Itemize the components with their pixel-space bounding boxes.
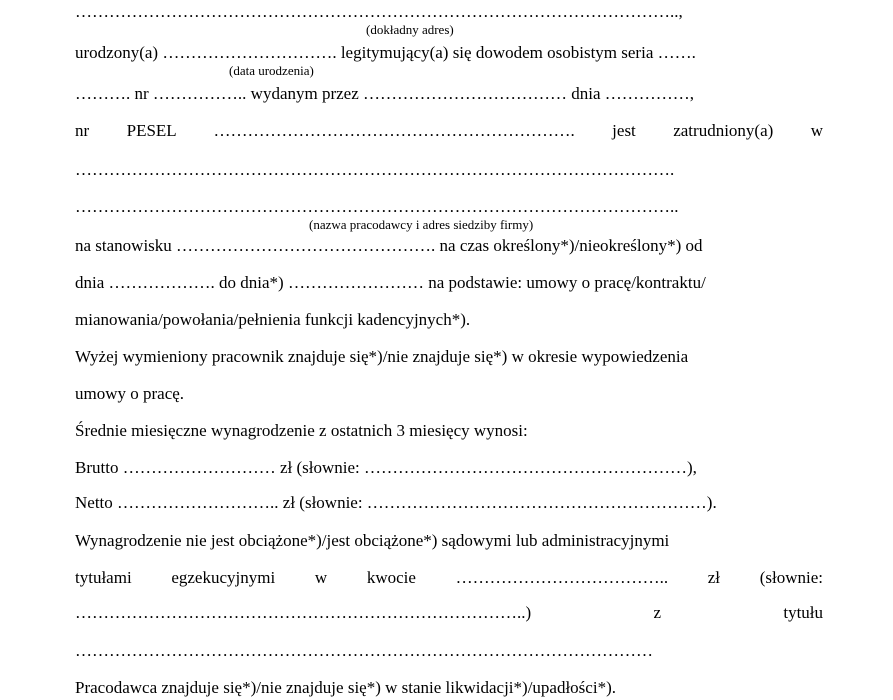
address-dotted-line: …………………………………………………………………………………………….., <box>75 2 683 21</box>
garnishment-amount-line: tytułami egzekucyjnymi w kwocie ……………………………….. zł (słownie: <box>75 568 823 587</box>
employer-caption: (nazwa pracodawcy i adres siedziby firmy) <box>309 217 534 232</box>
basis-line: mianowania/powołania/pełnienia funkcji kadencyjnych*). <box>75 310 471 329</box>
notice-line-cont: umowy o pracę. <box>75 384 185 403</box>
garnishment-line: Wynagrodzenie nie jest obciążone*)/jest obciążone*) sądowymi lub administracyjnymi <box>75 531 670 550</box>
garnishment-title-line: ………………………………………………………………………………………… <box>75 641 653 660</box>
net-salary-line: Netto ……………………….. zł (słownie: ……………………………………………………). <box>75 493 717 512</box>
birth-id-line: urodzony(a) …………………………. legitymujący(a) się dowodem osobistym seria ……. <box>75 43 696 62</box>
gross-salary-line: Brutto ……………………… zł (słownie: …………………………………………………), <box>75 458 697 477</box>
employer-dotted-line-1: ……………………………………………………………………………………………. <box>75 160 675 179</box>
garnishment-words-line: ……………………………………………………………………..) z tytułu <box>75 603 823 622</box>
salary-heading: Średnie miesięczne wynagrodzenie z ostatnich 3 miesięcy wynosi: <box>75 421 528 440</box>
employer-dotted-line-2: …………………………………………………………………………………………….. <box>75 197 679 216</box>
period-line: dnia ………………. do dnia*) …………………… na podstawie: umowy o pracę/kontraktu/ <box>75 273 706 292</box>
notice-line: Wyżej wymieniony pracownik znajduje się*)/nie znajduje się*) w okresie wypowiedzenia <box>75 347 689 366</box>
pesel-line: nr PESEL ………………………………………………………. jest zatrudniony(a) w <box>75 121 823 140</box>
birth-date-caption: (data urodzenia) <box>229 63 314 78</box>
liquidation-line: Pracodawca znajduje się*)/nie znajduje się*) w stanie likwidacji*)/upadłości*). <box>75 678 616 697</box>
position-line: na stanowisku ………………………………………. na czas określony*)/nieokreślony*) od <box>75 236 703 255</box>
address-caption: (dokładny adres) <box>366 22 454 37</box>
id-number-line: ………. nr …………….. wydanym przez ……………………………… dnia ……………, <box>75 84 695 103</box>
